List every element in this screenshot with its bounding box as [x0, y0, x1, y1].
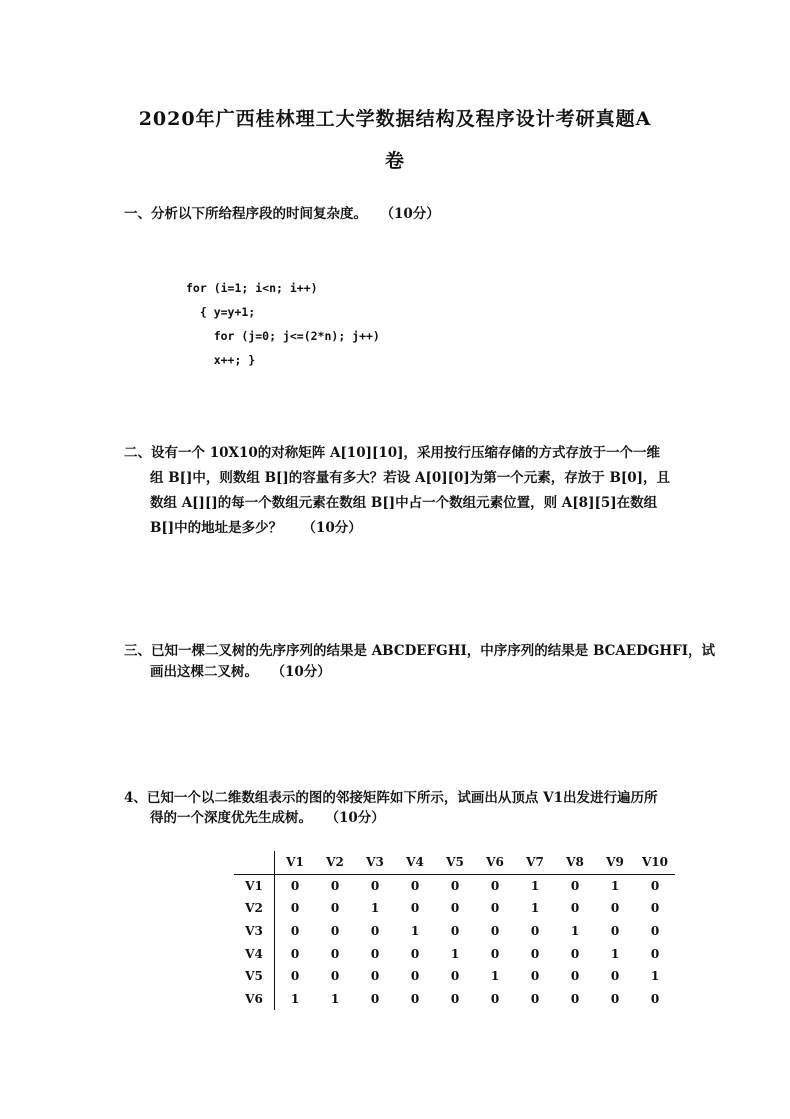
matrix-cell: 1	[570, 924, 580, 939]
matrix-cell: 0	[490, 878, 500, 893]
matrix-cell: 0	[530, 946, 540, 961]
matrix-cell: 0	[650, 901, 660, 916]
code-line: for (i=1; i<n; i++)	[186, 281, 318, 295]
code-block	[186, 276, 380, 372]
question-3-line-1: 三、已知一棵二叉树的先序序列的结果是 ABCDEFGHI，中序序列的结果是 BCAEDGHFI，试	[124, 643, 716, 659]
matrix-row	[234, 942, 675, 965]
matrix-cell: 0	[450, 969, 460, 984]
column-header: V3	[355, 851, 395, 874]
matrix-cell: 0	[290, 878, 300, 893]
row-header: V5	[234, 965, 275, 988]
matrix-cell: 0	[330, 969, 340, 984]
matrix-cell: 0	[530, 969, 540, 984]
matrix-cell: 0	[610, 991, 620, 1006]
matrix-cell: 0	[410, 991, 420, 1006]
matrix-cell: 0	[570, 878, 580, 893]
page-title-continued: 卷	[384, 150, 405, 172]
matrix-cell: 0	[570, 969, 580, 984]
code-line: x++; }	[186, 353, 256, 367]
matrix-cell: 0	[490, 924, 500, 939]
matrix-cell: 0	[370, 969, 380, 984]
question-3-line-2: 画出这棵二叉树。 （10分）	[150, 664, 331, 680]
matrix-cell: 0	[330, 946, 340, 961]
matrix-cell: 0	[650, 924, 660, 939]
row-header: V1	[234, 874, 275, 897]
column-header: V6	[475, 851, 515, 874]
matrix-cell: 0	[410, 969, 420, 984]
matrix-cell: 0	[570, 991, 580, 1006]
matrix-cell: 1	[490, 969, 500, 984]
matrix-cell: 0	[450, 901, 460, 916]
matrix-cell: 1	[530, 878, 540, 893]
adjacency-matrix	[234, 851, 675, 1010]
matrix-cell: 1	[410, 924, 420, 939]
code-line: { y=y+1;	[186, 305, 256, 319]
matrix-cell: 0	[530, 924, 540, 939]
matrix-cell: 0	[490, 901, 500, 916]
column-header: V5	[435, 851, 475, 874]
matrix-cell: 0	[610, 924, 620, 939]
matrix-cell: 0	[330, 924, 340, 939]
matrix-cell: 0	[650, 946, 660, 961]
matrix-row	[234, 874, 675, 897]
matrix-cell: 1	[530, 901, 540, 916]
question-4-line-2: 得的一个深度优先生成树。 （10分）	[150, 810, 385, 826]
matrix-cell: 1	[650, 969, 660, 984]
matrix-cell: 1	[610, 878, 620, 893]
matrix-cell: 0	[530, 991, 540, 1006]
matrix-cell: 0	[410, 901, 420, 916]
column-header: V1	[275, 851, 316, 874]
column-header: V8	[555, 851, 595, 874]
page-title: 2020年广西桂林理工大学数据结构及程序设计考研真题A	[138, 108, 652, 130]
matrix-cell: 0	[610, 969, 620, 984]
matrix-cell: 0	[610, 901, 620, 916]
matrix-row	[234, 965, 675, 988]
matrix-cell: 0	[450, 924, 460, 939]
matrix-cell: 0	[570, 901, 580, 916]
row-header: V4	[234, 942, 275, 965]
matrix-cell: 0	[290, 946, 300, 961]
question-2-line-3: 数组 A[][]的每一个数组元素在数组 B[]中占一个数组元素位置，则 A[8][5]在数组	[150, 495, 658, 511]
question-2-line-1: 二、设有一个 10X10的对称矩阵 A[10][10]，采用按行压缩存储的方式存放于一个一维	[124, 445, 661, 461]
matrix-cell: 0	[290, 924, 300, 939]
matrix-cell: 0	[450, 991, 460, 1006]
matrix-cell: 0	[290, 901, 300, 916]
matrix-cell: 1	[330, 991, 340, 1006]
column-header: V2	[315, 851, 355, 874]
matrix-cell: 1	[450, 946, 460, 961]
matrix-cell: 1	[370, 901, 380, 916]
matrix-cell: 0	[330, 901, 340, 916]
question-1-text: 一、分析以下所给程序段的时间复杂度。 （10分）	[124, 206, 440, 222]
matrix-cell: 0	[490, 991, 500, 1006]
matrix-cell: 0	[410, 946, 420, 961]
matrix-corner	[234, 851, 275, 874]
matrix-cell: 0	[450, 878, 460, 893]
row-header: V3	[234, 920, 275, 943]
matrix-cell: 1	[610, 946, 620, 961]
row-header: V6	[234, 988, 275, 1011]
matrix-cell: 0	[650, 878, 660, 893]
row-header: V2	[234, 897, 275, 920]
matrix-cell: 0	[370, 878, 380, 893]
matrix-cell: 1	[290, 991, 300, 1006]
column-header: V9	[595, 851, 635, 874]
question-2-line-2: 组 B[]中，则数组 B[]的容量有多大？若设 A[0][0]为第一个元素，存放于 B[0]，且	[150, 470, 671, 486]
matrix-cell: 0	[290, 969, 300, 984]
question-4-line-1: 4、已知一个以二维数组表示的图的邻接矩阵如下所示，试画出从顶点 V1出发进行遍历所	[124, 790, 658, 806]
matrix-header-row	[234, 851, 675, 874]
matrix-cell: 0	[650, 991, 660, 1006]
matrix-cell: 0	[370, 991, 380, 1006]
matrix-row	[234, 988, 675, 1011]
column-header: V4	[395, 851, 435, 874]
matrix-row	[234, 897, 675, 920]
matrix-cell: 0	[570, 946, 580, 961]
matrix-cell: 0	[490, 946, 500, 961]
matrix-cell: 0	[370, 924, 380, 939]
matrix-row	[234, 920, 675, 943]
matrix-cell: 0	[370, 946, 380, 961]
column-header: V10	[635, 851, 675, 874]
matrix-cell: 0	[410, 878, 420, 893]
matrix-cell: 0	[330, 878, 340, 893]
column-header: V7	[515, 851, 555, 874]
code-line: for (j=0; j<=(2*n); j++)	[186, 329, 380, 343]
question-2-line-4: B[]中的地址是多少？ （10分）	[150, 520, 362, 536]
